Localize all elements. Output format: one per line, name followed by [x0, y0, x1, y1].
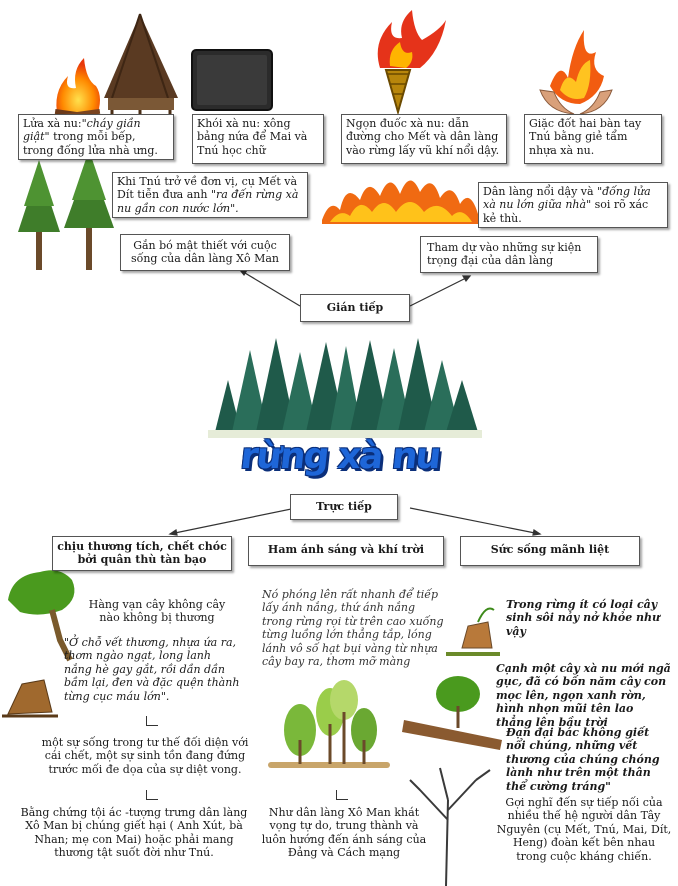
- col3-text-3: Đạn đại bác không giết nổi chúng, những vết thương của chúng chóng lành như trên một thân thể cường tráng": [506, 726, 660, 793]
- slate-board-icon: [192, 50, 272, 110]
- col3-text-2: Cạnh một cây xà nu mới ngã gục, đã có bốn năm cây con mọc lên, ngọn xanh rờn, hình nhọn mũi tên lao thẳng lên bầu trời: [496, 662, 671, 729]
- fallen-log-with-tree-icon: [402, 676, 502, 750]
- tham-du-box: [420, 236, 598, 273]
- tham-du-text: Tham dự vào những sự kiện trọng đại của dân làng: [427, 241, 582, 268]
- col3-header-box: [460, 536, 640, 566]
- col2-text-2: Như dân làng Xô Man khát vọng tự do, trung thành và luôn hướng đến ánh sáng của Đảng và Cách mạng: [261, 806, 427, 860]
- ngon-duoc-text: Ngọn đuốc xà nu: dẫn đường cho Mết và dân làng vào rừng lấy vũ khí nổi dậy.: [346, 117, 500, 157]
- pine-trees-left-icon: [18, 150, 114, 270]
- col1-text-1: Hàng vạn cây không cây nào không bị thương: [88, 598, 226, 625]
- khoi-xa-nu-text: Khói xà nu: xông bảng nứa để Mai và Tnú học chữ: [197, 117, 308, 157]
- col2-header-text: Ham ánh sáng và khí trời: [267, 543, 425, 556]
- col1-text-3: một sự sống trong tư thế đối diện với cái chết, một sự sinh tồn đang đứng trước mối đe dọa của sự diệt vong.: [41, 736, 249, 776]
- dan-lang-text-a: Dân làng nổi dậy và: [483, 185, 598, 198]
- giac-dot-box: [524, 114, 662, 164]
- burning-hands-icon: [540, 30, 612, 114]
- torch-icon: [378, 10, 446, 112]
- young-trees-icon: [268, 680, 390, 768]
- khoi-xa-nu-box: [192, 114, 324, 164]
- col3-text-4: Gợi nghĩ đến sự tiếp nối của nhiều thế hệ người dân Tây Nguyên (cụ Mết, Tnú, Mai, Dít, Heng) đoàn kết bên nhau trong cuộc kháng chiến.: [496, 796, 672, 863]
- gian-tiep-label: [300, 294, 410, 322]
- col1-arrow-2: [146, 790, 158, 800]
- ngon-duoc-box: [341, 114, 507, 164]
- col2-text-1: Nó phóng lên rất nhanh để tiếp lấy ánh nắng, thứ ánh nắng trong rừng rọi từ trên cao xuống từng luồng lớn thẳng tắp, lóng lánh vô số hạt bụi vàng từ nhựa cây bay ra, thơm mỡ màng: [262, 588, 444, 669]
- lua-xa-nu-text-c: trong mỗi bếp, trong đống lửa nhà ưng.: [23, 130, 158, 157]
- col2-header-box: [248, 536, 444, 566]
- truc-tiep-label: [290, 494, 398, 520]
- gan-bo-text: Gắn bó mật thiết với cuộc sống của dân làng Xô Man: [130, 239, 280, 266]
- tnu-tien-dua-box: [112, 172, 308, 218]
- stump-with-sapling-icon: [446, 609, 500, 655]
- col3-header-text: Sức sống mãnh liệt: [490, 543, 610, 556]
- lua-xa-nu-box: [18, 114, 174, 160]
- col3-text-1: Trong rừng ít có loại cây sinh sôi nảy nở khỏe như vậy: [506, 598, 661, 638]
- dan-lang-quote: "đống lửa xà nu lớn giữa nhà": [483, 185, 651, 212]
- bonfire-strip-icon: [322, 180, 478, 224]
- col1-header-text: chịu thương tích, chết chóc bởi quân thù tàn bạo: [57, 540, 227, 567]
- giac-dot-text: Giặc đốt hai bàn tay Tnú bằng giẻ tẩm nhựa xà nu.: [529, 117, 642, 157]
- tree-stump-icon: [2, 680, 58, 716]
- stilt-house-icon: [104, 14, 178, 122]
- central-title: rừng xà nu: [238, 436, 442, 477]
- col2-arrow-1: [336, 790, 348, 800]
- bonfire-icon: [55, 58, 100, 120]
- col1-header-box: [52, 536, 232, 571]
- col1-text-2: "Ở chỗ vết thương, nhựa ứa ra, thơm ngào ngạt, long lanh nắng hè gay gắt, rồi dần dần bầm lại, đen và đặc quện thành từng cục máu lớn".: [64, 636, 240, 703]
- dan-lang-text-c: soi rõ xác kẻ thù.: [483, 198, 649, 225]
- lua-xa-nu-text-a: Lửa xà nu:": [23, 117, 87, 130]
- lua-xa-nu-quote: cháy giần giật": [23, 117, 141, 144]
- forest-icon: [208, 338, 482, 438]
- gian-tiep-text: Gián tiếp: [326, 301, 384, 314]
- gan-bo-box: [120, 234, 290, 271]
- tnu-tien-dua-quote: "ra đến rừng xà nu gần con nước lớn".: [117, 188, 299, 215]
- col1-arrow-1: [146, 716, 158, 726]
- truc-tiep-text: Trực tiếp: [316, 500, 372, 513]
- col1-text-4: Bằng chứng tội ác -tượng trưng dân làng Xô Man bị chúng giết hại ( Anh Xút, bà Nhan; mẹ con Mai) hoặc phải mang thương tật suốt đời như Tnú.: [20, 806, 248, 860]
- dan-lang-noi-day-box: [478, 182, 668, 228]
- tnu-tien-dua-text: Khi Tnú trở về đơn vị, cụ Mết và Dít tiễn đưa anh: [117, 175, 298, 202]
